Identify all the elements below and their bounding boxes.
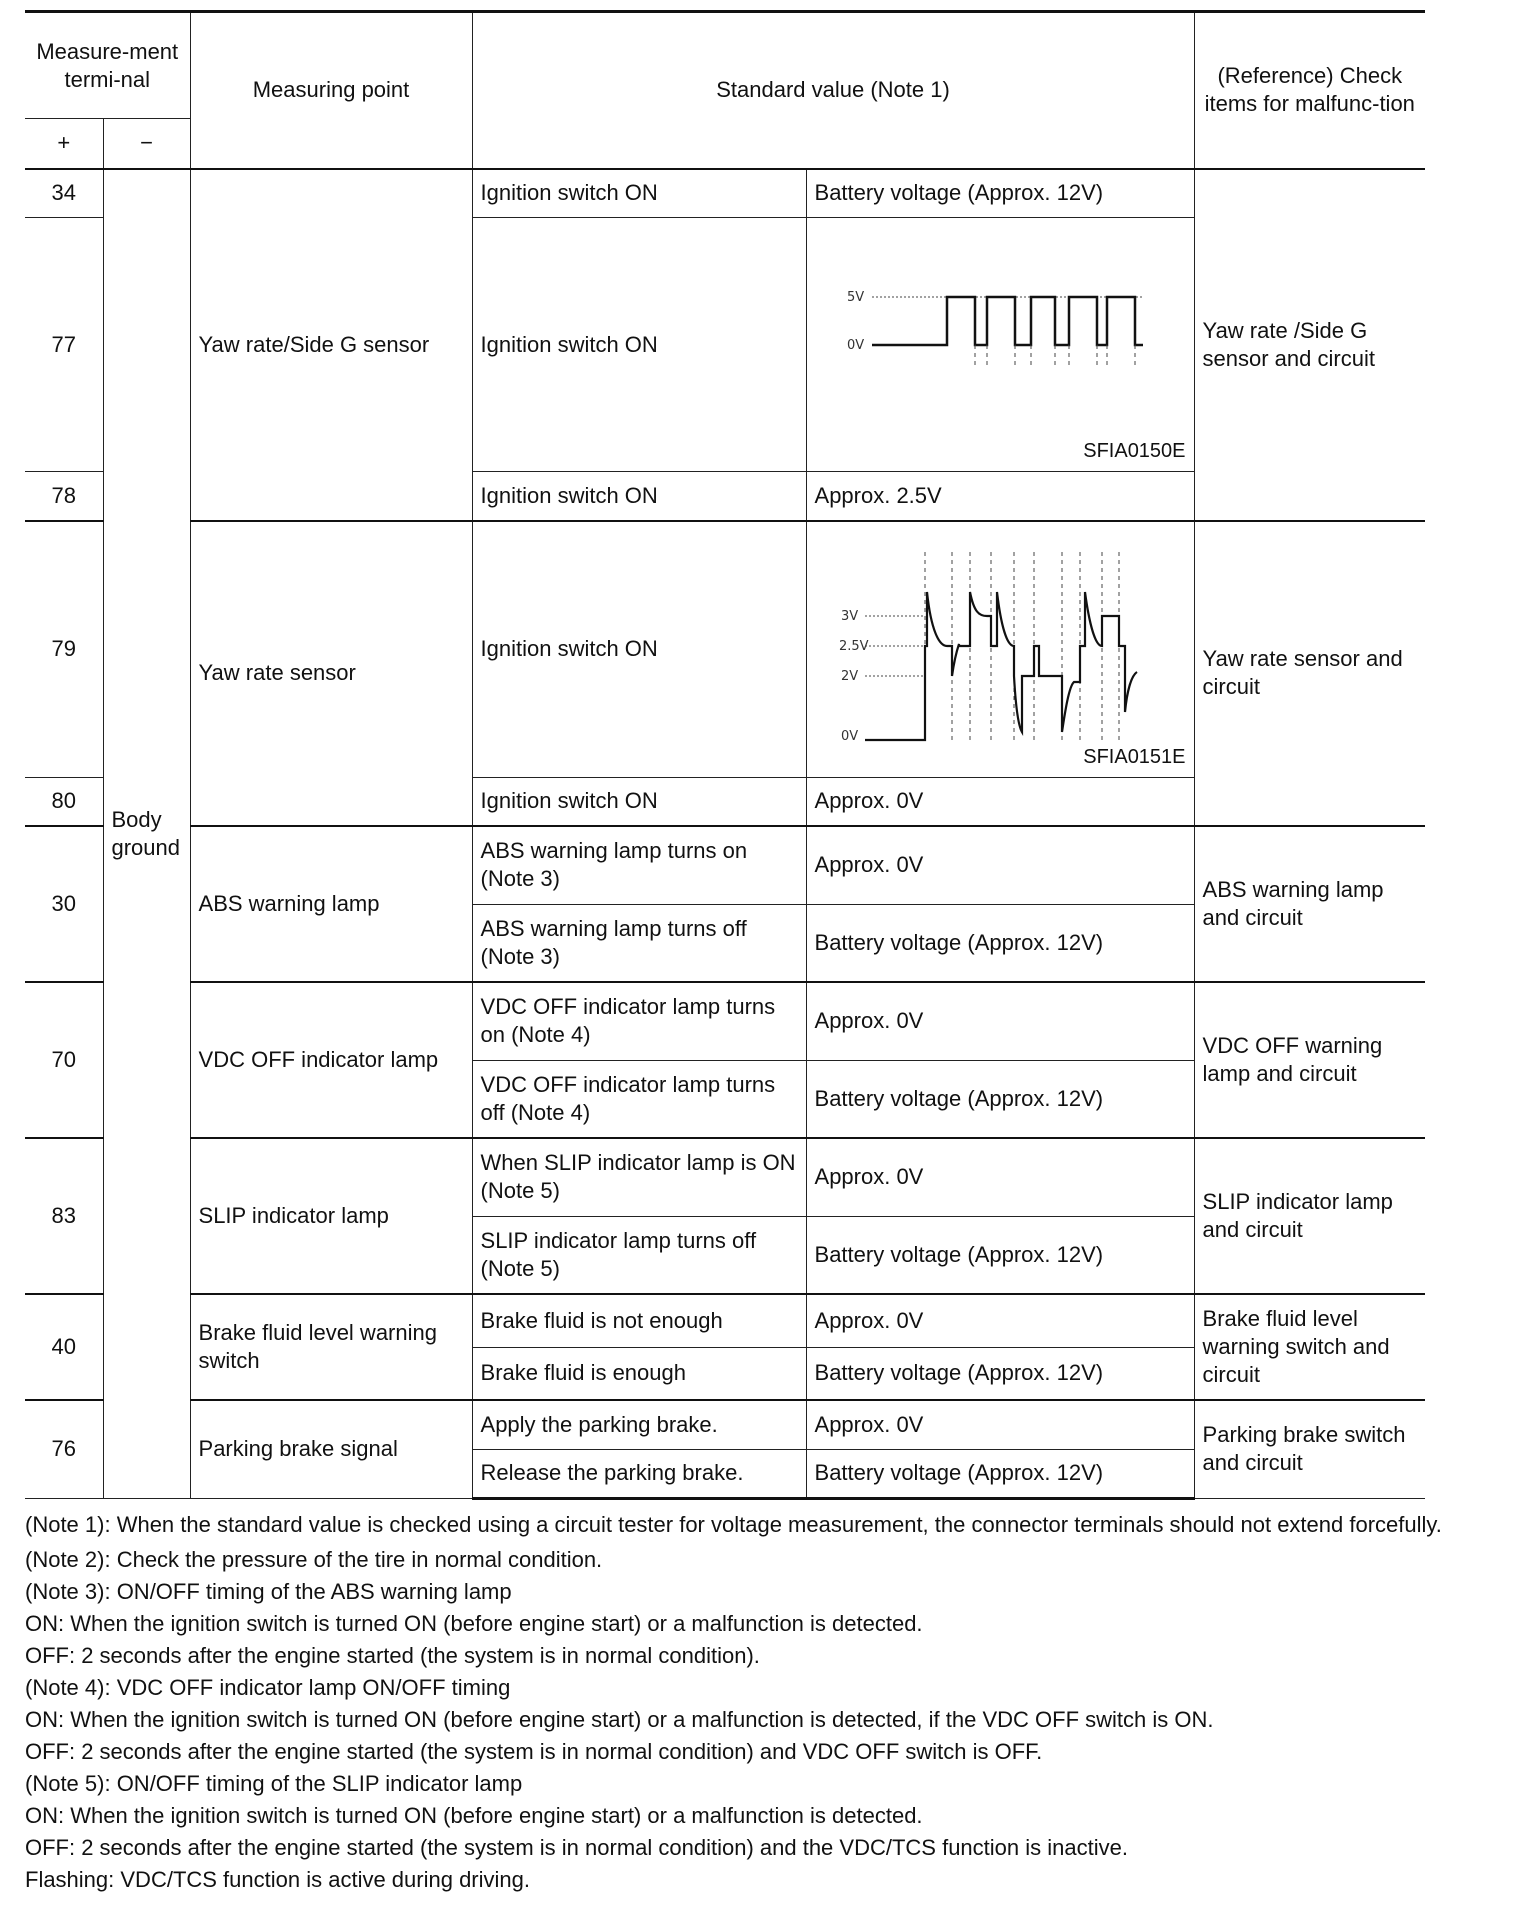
note-2: (Note 2): Check the pressure of the tire in normal condition. <box>25 1547 603 1572</box>
value-battery: Battery voltage (Approx. 12V) <box>806 1060 1194 1138</box>
spec-page <box>25 10 1425 1500</box>
note-4-off: OFF: 2 seconds after the engine started (the system is in normal condition) and VDC OFF switch is OFF. <box>25 1739 1043 1764</box>
point-vdc: VDC OFF indicator lamp <box>190 982 472 1138</box>
check-vdc: VDC OFF warning lamp and circuit <box>1194 982 1425 1138</box>
value-approx-0v: Approx. 0V <box>806 777 1194 826</box>
value-battery: Battery voltage (Approx. 12V) <box>806 1449 1194 1498</box>
note-5-off: OFF: 2 seconds after the engine started (the system is in normal condition) and the VDC/TCS function is inactive. <box>25 1835 1128 1860</box>
header-minus: − <box>103 119 190 169</box>
terminal-79: 79 <box>25 521 103 778</box>
value-approx-0v: Approx. 0V <box>806 1400 1194 1449</box>
terminal-spec-table <box>25 10 1425 1500</box>
value-approx-0v: Approx. 0V <box>806 1138 1194 1216</box>
header-check-items: (Reference) Check items for malfunc-tion <box>1194 12 1425 169</box>
point-yaw-side-g: Yaw rate/Side G sensor <box>190 169 472 521</box>
header-plus: + <box>25 119 103 169</box>
terminal-76: 76 <box>25 1400 103 1498</box>
waveform-pulse <box>806 521 1194 778</box>
figure-code: SFIA0150E <box>1083 440 1186 462</box>
condition-vdc-on: VDC OFF indicator lamp turns on (Note 4) <box>472 982 806 1060</box>
point-yaw-rate: Yaw rate sensor <box>190 521 472 827</box>
check-yaw-side-g: Yaw rate /Side G sensor and circuit <box>1194 169 1425 521</box>
condition-ign-on: Ignition switch ON <box>472 169 806 218</box>
value-battery: Battery voltage (Approx. 12V) <box>806 169 1194 218</box>
check-abs: ABS warning lamp and circuit <box>1194 826 1425 982</box>
terminal-40: 40 <box>25 1294 103 1400</box>
value-approx-0v: Approx. 0V <box>806 1294 1194 1347</box>
label-5v: 5V <box>846 290 864 305</box>
condition-ign-on: Ignition switch ON <box>472 521 806 778</box>
condition-ign-on: Ignition switch ON <box>472 218 806 472</box>
check-parking-brake: Parking brake switch and circuit <box>1194 1400 1425 1498</box>
value-battery: Battery voltage (Approx. 12V) <box>806 1347 1194 1400</box>
point-abs: ABS warning lamp <box>190 826 472 982</box>
condition-brake-not-enough: Brake fluid is not enough <box>472 1294 806 1347</box>
value-approx-0v: Approx. 0V <box>806 982 1194 1060</box>
note-4: (Note 4): VDC OFF indicator lamp ON/OFF timing <box>25 1675 511 1700</box>
condition-brake-enough: Brake fluid is enough <box>472 1347 806 1400</box>
value-approx-2-5v: Approx. 2.5V <box>806 472 1194 521</box>
note-1: (Note 1): When the standard value is checked using a circuit tester for voltage measurement, the connector terminals should not extend forcefully. <box>25 1512 1442 1537</box>
note-3: (Note 3): ON/OFF timing of the ABS warning lamp <box>25 1579 512 1604</box>
check-brake-fluid: Brake fluid level warning switch and circuit <box>1194 1294 1425 1400</box>
value-battery: Battery voltage (Approx. 12V) <box>806 1216 1194 1294</box>
condition-park-release: Release the parking brake. <box>472 1449 806 1498</box>
pulse-wave-trace <box>865 592 1137 740</box>
point-brake-fluid: Brake fluid level warning switch <box>190 1294 472 1400</box>
label-0v: 0V <box>846 338 864 353</box>
footnotes <box>25 1512 1445 1896</box>
terminal-80: 80 <box>25 777 103 826</box>
terminal-77: 77 <box>25 218 103 472</box>
note-5-flashing: Flashing: VDC/TCS function is active during driving. <box>25 1867 530 1892</box>
note-4-on: ON: When the ignition switch is turned ON (before engine start) or a malfunction is detected, if the VDC OFF switch is ON. <box>25 1707 1214 1732</box>
header-standard-value: Standard value (Note 1) <box>472 12 1194 169</box>
terminal-30: 30 <box>25 826 103 982</box>
point-slip: SLIP indicator lamp <box>190 1138 472 1294</box>
waveform-square <box>806 218 1194 472</box>
note-5-on: ON: When the ignition switch is turned ON (before engine start) or a malfunction is detected. <box>25 1803 923 1828</box>
condition-vdc-off: VDC OFF indicator lamp turns off (Note 4) <box>472 1060 806 1138</box>
condition-abs-off: ABS warning lamp turns off (Note 3) <box>472 904 806 982</box>
terminal-70: 70 <box>25 982 103 1138</box>
square-wave-figure <box>807 218 1195 471</box>
condition-slip-off: SLIP indicator lamp turns off (Note 5) <box>472 1216 806 1294</box>
check-slip: SLIP indicator lamp and circuit <box>1194 1138 1425 1294</box>
note-5: (Note 5): ON/OFF timing of the SLIP indicator lamp <box>25 1771 523 1796</box>
terminal-78: 78 <box>25 472 103 521</box>
label-0v: 0V <box>840 728 858 744</box>
value-battery: Battery voltage (Approx. 12V) <box>806 904 1194 982</box>
condition-ign-on: Ignition switch ON <box>472 777 806 826</box>
condition-abs-on: ABS warning lamp turns on (Note 3) <box>472 826 806 904</box>
body-ground: Body ground <box>103 169 190 1499</box>
label-3v: 3V <box>840 608 858 624</box>
label-2-5v: 2.5V <box>838 638 869 654</box>
condition-slip-on: When SLIP indicator lamp is ON (Note 5) <box>472 1138 806 1216</box>
label-2v: 2V <box>840 668 858 684</box>
note-3-on: ON: When the ignition switch is turned ON (before engine start) or a malfunction is detected. <box>25 1611 923 1636</box>
pulse-wave-figure <box>807 522 1195 777</box>
note-3-off: OFF: 2 seconds after the engine started (the system is in normal condition). <box>25 1643 760 1668</box>
terminal-83: 83 <box>25 1138 103 1294</box>
condition-park-apply: Apply the parking brake. <box>472 1400 806 1449</box>
terminal-34: 34 <box>25 169 103 218</box>
check-yaw-rate: Yaw rate sensor and circuit <box>1194 521 1425 827</box>
square-wave-trace <box>872 297 1143 345</box>
point-parking-brake: Parking brake signal <box>190 1400 472 1498</box>
value-approx-0v: Approx. 0V <box>806 826 1194 904</box>
figure-code: SFIA0151E <box>1083 745 1186 768</box>
condition-ign-on: Ignition switch ON <box>472 472 806 521</box>
header-terminal: Measure-ment termi-nal <box>25 12 190 119</box>
header-measuring-point: Measuring point <box>190 12 472 169</box>
